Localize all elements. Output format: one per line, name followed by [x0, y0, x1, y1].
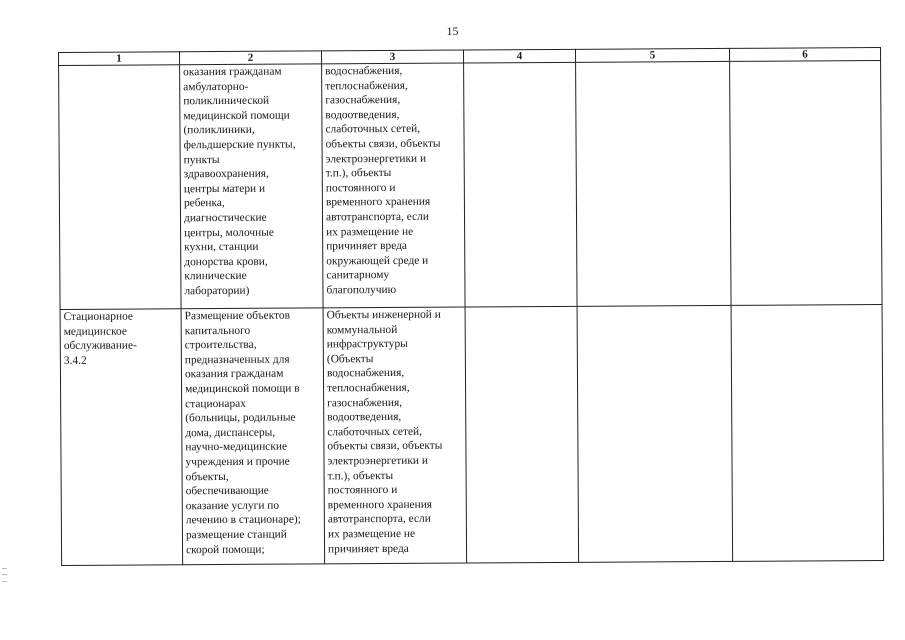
column-header-5: 5 [575, 48, 729, 62]
column-header-4: 4 [463, 49, 575, 63]
table-cell [464, 62, 577, 307]
table-row [60, 304, 884, 565]
table-cell [59, 65, 181, 310]
land-use-table [58, 47, 884, 566]
table-cell: Размещение объектов капитального строительства, предназначенных для оказания гражданам медицинской помощи в стационарах (больницы, родильные дома, диспансеры, научно-медицинские учреждения и прочие объекты, обеспечивающие оказание услуги по лечению в стационаре); размещение станций скорой помощи; [181, 308, 325, 565]
column-header-1: 1 [59, 52, 180, 66]
table-cell [577, 305, 733, 562]
page-number: 15 [446, 24, 459, 38]
column-header-2: 2 [180, 51, 322, 65]
table-cell [731, 304, 884, 561]
column-header-3: 3 [321, 50, 463, 64]
scan-margin-mark [2, 568, 7, 582]
table-cell: оказания гражданам амбулаторно- поликлинической медицинской помощи (поликлиники, фельдшерские пункты, пункты здравоохранения, центры матери и ребенка, диагностические центры, молочные кухни, станции донорства крови, клинические лаборатории) [180, 64, 323, 309]
table-cell: водоснабжения, теплоснабжения, газоснабжения, водоотведения, слаботочных сетей, объекты связи, объекты электроэнергетики и т.п.), объекты постоянного и временного хранения автотранспорта, если их размещение не причиняет вреда окружающей среде и санитарному благополучию [322, 63, 465, 308]
table-row [59, 60, 882, 309]
table-cell: Стационарное медицинское обслуживание- 3.4.2 [60, 309, 183, 566]
table-cell: Объекты инженерной и коммунальной инфраструктуры (Объекты водоснабжения, теплоснабжения, газоснабжения, водоотведения, слаботочных сетей, объекты связи, объекты электроэнергетики и т.п.), объекты постоянного и временного хранения автотранспорта, если их размещение не причиняет вреда [323, 307, 467, 564]
table-cell [576, 61, 731, 306]
table-cell [730, 60, 882, 305]
table-cell [465, 306, 579, 563]
column-header-6: 6 [729, 47, 880, 61]
